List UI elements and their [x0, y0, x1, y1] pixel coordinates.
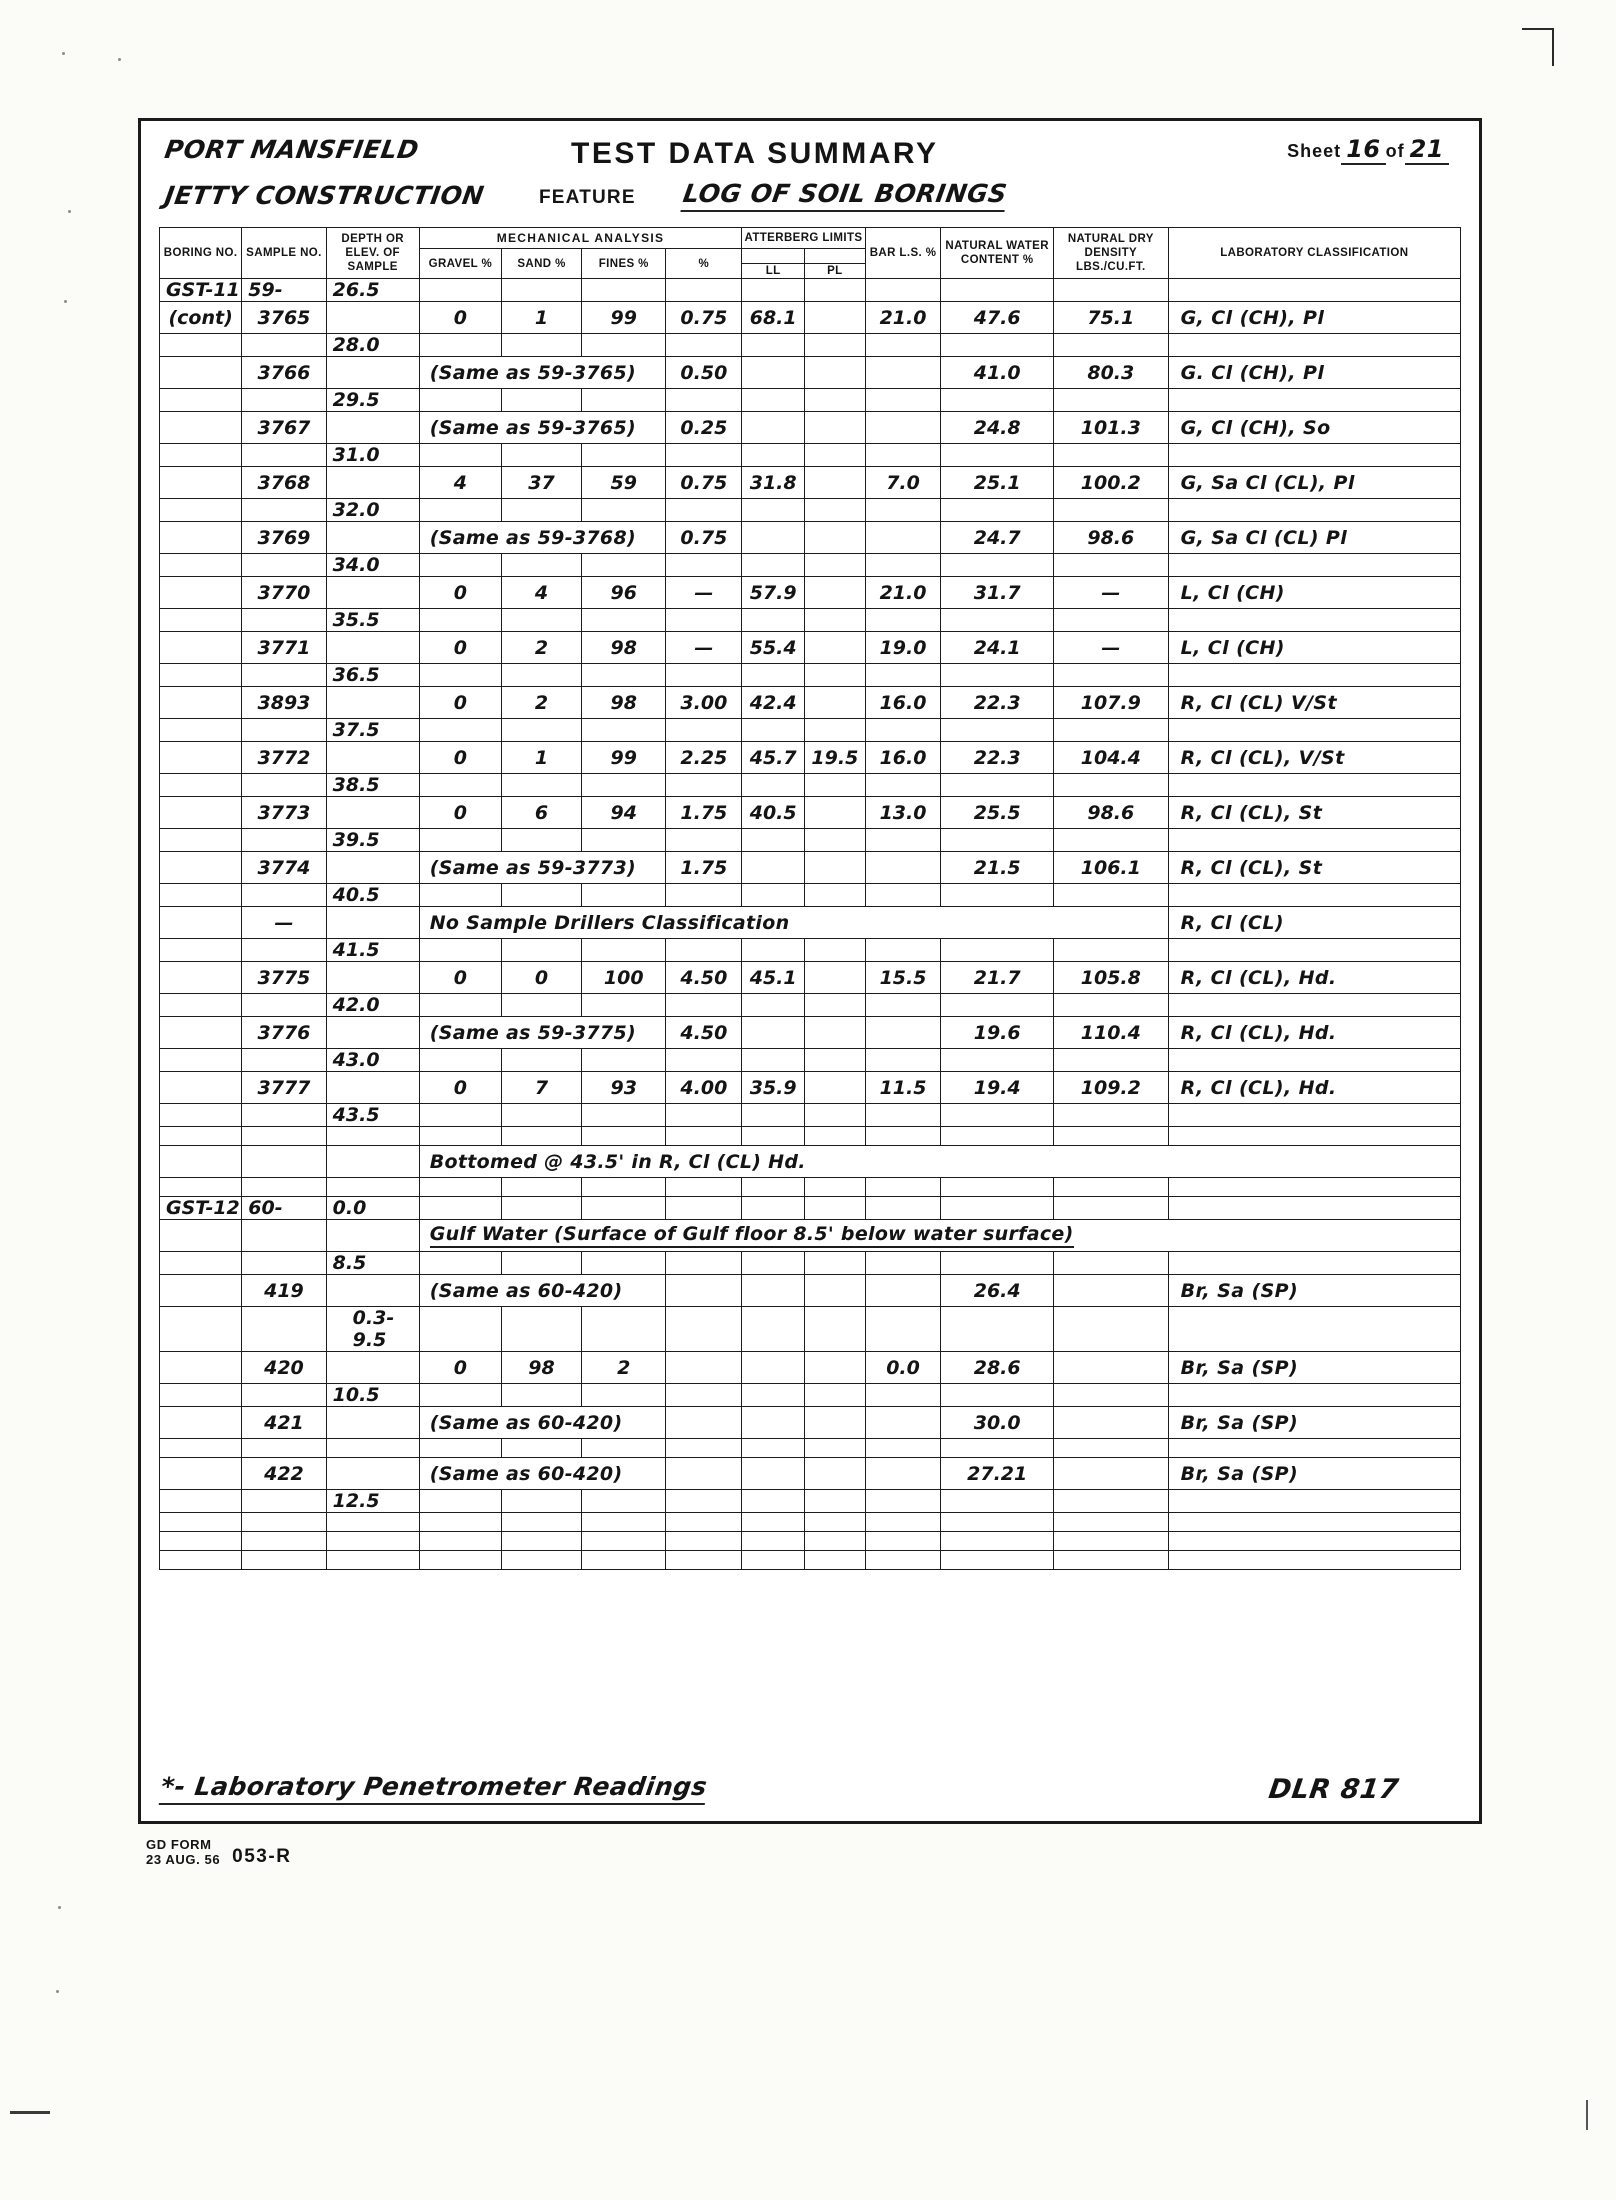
- table-row: [160, 1439, 1461, 1458]
- th-gravel: GRAVEL %: [419, 249, 501, 279]
- table-row: (cont) 3765 0 1 99 0.75 68.1 21.0 47.6 75.1 G, Cl (CH), Pl: [160, 302, 1461, 334]
- th-natural-dry-density: NATURAL DRY DENSITY LBS./CU.FT.: [1053, 228, 1168, 279]
- th-mechanical-analysis: MECHANICAL ANALYSIS: [419, 228, 742, 249]
- table-row: 3774 (Same as 59-3773) 1.75 21.5 106.1 R, Cl (CL), St: [160, 852, 1461, 884]
- project-name-line1: PORT MANSFIELD: [162, 135, 422, 164]
- table-row: 36.5: [160, 664, 1461, 687]
- table-body: [160, 279, 1461, 1570]
- th-ll: LL: [742, 264, 805, 279]
- table-row: [160, 1220, 1461, 1252]
- th-atterberg-spacer-left: [742, 249, 805, 264]
- sheet-label: Sheet: [1287, 141, 1342, 161]
- scan-speck: [62, 52, 65, 55]
- table-row: Bottomed @ 43.5' in R, Cl (CL) Hd.: [160, 1146, 1461, 1178]
- table-row: [160, 1513, 1461, 1532]
- form-header: [141, 121, 1479, 227]
- th-pl: PL: [805, 264, 866, 279]
- scan-speck: [68, 210, 71, 213]
- table-row: 421 (Same as 60-420) 30.0 Br, Sa (SP): [160, 1407, 1461, 1439]
- th-sample-no: SAMPLE NO.: [242, 228, 326, 279]
- th-natural-water-content: NATURAL WATER CONTENT %: [941, 228, 1054, 279]
- scan-speck: [64, 300, 67, 303]
- table-row: 3775 0 0 100 4.50 45.1 15.5 21.7 105.8 R, Cl (CL), Hd.: [160, 962, 1461, 994]
- registration-mark-top-right: [1552, 28, 1554, 66]
- dlr-number: DLR 817: [1267, 1774, 1402, 1805]
- scan-speck: [58, 1906, 61, 1909]
- form-code: 053-R: [232, 1846, 292, 1868]
- registration-mark-bottom-right: [1586, 2100, 1588, 2130]
- table-row: [160, 1532, 1461, 1551]
- form-number-line1: GD FORM: [146, 1837, 212, 1852]
- table-row: GST-11 59- 26.5: [160, 279, 1461, 302]
- sheet-of: of: [1385, 141, 1405, 161]
- table-row: 3893 0 2 98 3.00 42.4 16.0 22.3 107.9 R, Cl (CL) V/St: [160, 687, 1461, 719]
- scan-speck: [56, 1990, 59, 1993]
- table-row: [160, 1127, 1461, 1146]
- table-row: 42.0: [160, 994, 1461, 1017]
- table-row: 37.5: [160, 719, 1461, 742]
- table-row: 3772 0 1 99 2.25 45.7 19.5 16.0 22.3 104.4 R, Cl (CL), V/St: [160, 742, 1461, 774]
- scan-speck: [118, 58, 121, 61]
- gulf-water-note: Gulf Water (Surface of Gulf floor 8.5' below water surface): [430, 1223, 1074, 1248]
- table-row: 0.3-9.5: [160, 1307, 1461, 1352]
- table-row: 3769 (Same as 59-3768) 0.75 24.7 98.6 G, Sa Cl (CL) Pl: [160, 522, 1461, 554]
- table-row: 419 (Same as 60-420) 26.4 Br, Sa (SP): [160, 1275, 1461, 1307]
- table-row: 39.5: [160, 829, 1461, 852]
- table-row: 34.0: [160, 554, 1461, 577]
- table-row: 43.5: [160, 1104, 1461, 1127]
- th-boring-no: BORING NO.: [160, 228, 242, 279]
- table-row: 40.5: [160, 884, 1461, 907]
- table-row: 3777 0 7 93 4.00 35.9 11.5 19.4 109.2 R, Cl (CL), Hd.: [160, 1072, 1461, 1104]
- feature-label: FEATURE: [539, 187, 636, 208]
- table-row: 422 (Same as 60-420) 27.21 Br, Sa (SP): [160, 1458, 1461, 1490]
- table-row: 3766 (Same as 59-3765) 0.50 41.0 80.3 G. Cl (CH), Pl: [160, 357, 1461, 389]
- th-fines: FINES %: [582, 249, 666, 279]
- table-row: 8.5: [160, 1252, 1461, 1275]
- registration-mark-bottom-left: [10, 2111, 50, 2114]
- th-percent: %: [666, 249, 742, 279]
- table-row: GST-12 60- 0.0: [160, 1197, 1461, 1220]
- table-row: 3771 0 2 98 — 55.4 19.0 24.1 — L, Cl (CH): [160, 632, 1461, 664]
- table-row: 35.5: [160, 609, 1461, 632]
- th-atterberg-spacer-right: [805, 249, 866, 264]
- table-row: [160, 1551, 1461, 1570]
- sheet-total: 21: [1405, 135, 1449, 165]
- th-bar-ls: BAR L.S. %: [865, 228, 941, 279]
- sheet-number: 16: [1341, 135, 1385, 165]
- form-title: TEST DATA SUMMARY: [571, 137, 939, 170]
- th-laboratory-classification: LABORATORY CLASSIFICATION: [1168, 228, 1460, 279]
- table-row: — No Sample Drillers Classification R, Cl (CL): [160, 907, 1461, 939]
- registration-mark-top-right-2: [1522, 28, 1554, 30]
- form-frame: [138, 118, 1482, 1824]
- table-row: [160, 1178, 1461, 1197]
- th-sand: SAND %: [501, 249, 581, 279]
- table-row: 43.0: [160, 1049, 1461, 1072]
- form-number: [146, 1838, 291, 1868]
- table-row: 3770 0 4 96 — 57.9 21.0 31.7 — L, Cl (CH): [160, 577, 1461, 609]
- table-row: 3773 0 6 94 1.75 40.5 13.0 25.5 98.6 R, Cl (CL), St: [160, 797, 1461, 829]
- table-row: 3768 4 37 59 0.75 31.8 7.0 25.1 100.2 G, Sa Cl (CL), Pl: [160, 467, 1461, 499]
- th-atterberg-limits: ATTERBERG LIMITS: [742, 228, 865, 249]
- project-name-line2: JETTY CONSTRUCTION: [162, 181, 487, 210]
- table-row: 29.5: [160, 389, 1461, 412]
- form-number-line2: 23 AUG. 56: [146, 1851, 221, 1867]
- sheet-indicator: [1287, 135, 1449, 163]
- table-row: 3767 (Same as 59-3765) 0.25 24.8 101.3 G, Cl (CH), So: [160, 412, 1461, 444]
- table-row: 38.5: [160, 774, 1461, 797]
- test-data-table: [159, 227, 1461, 1570]
- th-depth: DEPTH OR ELEV. OF SAMPLE: [326, 228, 419, 279]
- table-row: 28.0: [160, 334, 1461, 357]
- table-row: 3776 (Same as 59-3775) 4.50 19.6 110.4 R, Cl (CL), Hd.: [160, 1017, 1461, 1049]
- table-row: 31.0: [160, 444, 1461, 467]
- table-row: 32.0: [160, 499, 1461, 522]
- table-row: 41.5: [160, 939, 1461, 962]
- table-row: 420 0 98 2 0.0 28.6 Br, Sa (SP): [160, 1352, 1461, 1384]
- feature-value: LOG OF SOIL BORINGS: [680, 179, 1009, 212]
- table-row: 10.5: [160, 1384, 1461, 1407]
- footnote: *- Laboratory Penetrometer Readings: [159, 1772, 709, 1805]
- table-row: 12.5: [160, 1490, 1461, 1513]
